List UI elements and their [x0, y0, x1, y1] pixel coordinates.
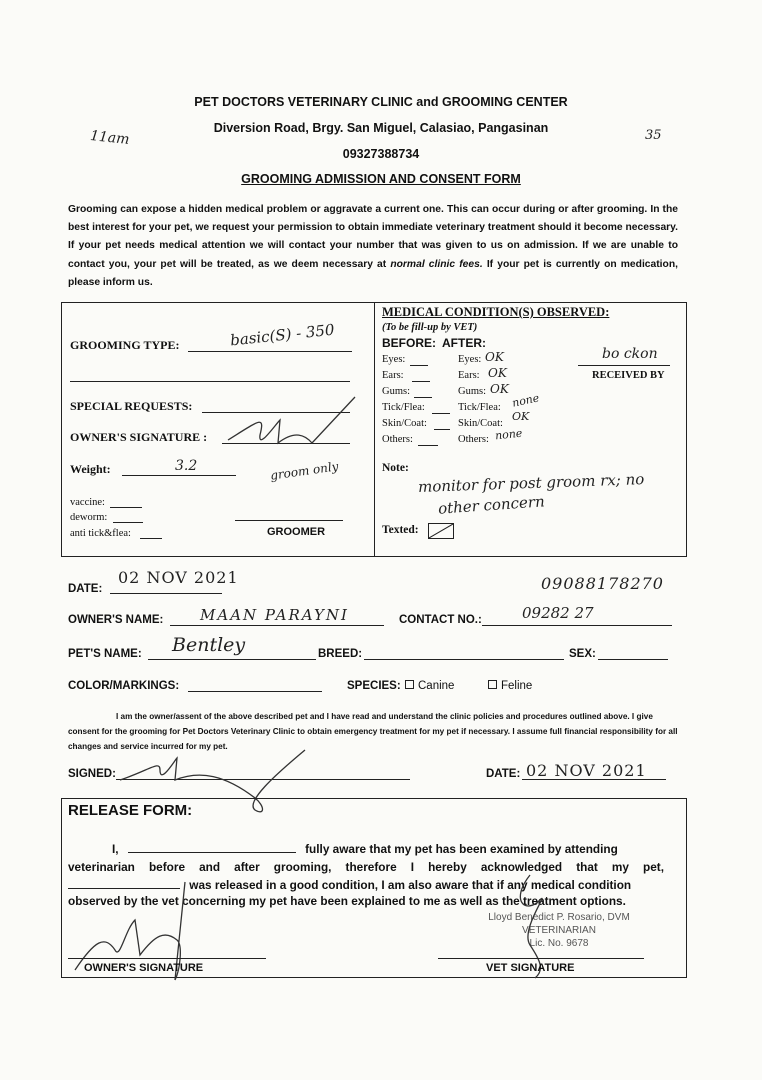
deworm-label: deworm:	[70, 512, 108, 523]
stamp-license: Lic. No. 9678	[529, 938, 589, 949]
margin-note-right: 35	[645, 128, 662, 143]
after-skin-coat-value: OK	[512, 410, 530, 423]
vaccine-line[interactable]	[110, 507, 142, 508]
received-by-label: RECEIVED BY	[592, 370, 665, 381]
pet-name-line[interactable]	[148, 659, 316, 660]
clinic-address: Diversion Road, Brgy. San Miguel, Calasiao, Pangasinan	[213, 121, 549, 135]
note-line-1: monitor for post groom rx; no	[417, 470, 645, 496]
owner-name-line[interactable]	[170, 625, 384, 626]
sex-label: SEX:	[569, 648, 596, 660]
intro-tail: If your pet is currently on medication, please inform us.	[68, 258, 678, 288]
before-skin-coat-line[interactable]	[434, 429, 450, 430]
species-label: SPECIES:	[347, 680, 401, 692]
release-i-label: I,	[112, 842, 119, 856]
canine-label: Canine	[418, 680, 455, 692]
intro-italic: normal clinic fees.	[390, 258, 483, 270]
groomer-label: GROOMER	[267, 526, 326, 538]
before-gums-line[interactable]	[414, 397, 432, 398]
before-eyes-line[interactable]	[410, 365, 428, 366]
release-line-3-text: was released in a good condition, I am also aware that if any medical condition	[189, 878, 632, 892]
pet-name-value: Bentley	[172, 634, 246, 656]
species-feline-option[interactable]	[488, 680, 532, 692]
owner-name-value: MAAN PARAYNI	[200, 606, 349, 624]
before-eyes-label: Eyes:	[382, 354, 406, 365]
breed-label: BREED:	[318, 648, 363, 660]
owner-name-label: OWNER'S NAME:	[68, 614, 164, 626]
after-label: AFTER:	[442, 336, 486, 350]
breed-line[interactable]	[364, 659, 564, 660]
release-owner-signature-line[interactable]	[68, 958, 266, 959]
feline-label: Feline	[501, 680, 533, 692]
before-others-label: Others:	[382, 434, 413, 445]
stamp-title: VETERINARIAN	[522, 925, 596, 936]
extra-phone-value: 09088178270	[541, 574, 664, 593]
release-line-4: observed by the vet concerning my pet have been explained to me as well as the treatment options.	[68, 894, 626, 908]
sex-line[interactable]	[598, 659, 668, 660]
owner-signature-label: OWNER'S SIGNATURE :	[70, 430, 208, 444]
medical-title: MEDICAL CONDITION(S) OBSERVED:	[382, 305, 610, 319]
note-line-2: other concern	[437, 492, 546, 518]
clinic-name: PET DOCTORS VETERINARY CLINIC and GROOMING CENTER	[194, 95, 568, 109]
special-requests-label: SPECIAL REQUESTS:	[70, 399, 193, 413]
intro-paragraph	[68, 201, 678, 292]
deworm-line[interactable]	[113, 522, 143, 523]
release-line-2: veterinarian before and after grooming, therefore I hereby acknowledged that my pet,	[68, 860, 664, 874]
after-others-label: Others:	[458, 434, 489, 445]
margin-note-left: 11am	[89, 127, 131, 149]
before-others-line[interactable]	[418, 445, 438, 446]
groom-only-note: groom only	[269, 459, 340, 483]
after-eyes-value: OK	[485, 350, 504, 364]
pet-name-label: PET'S NAME:	[68, 648, 142, 660]
grooming-type-line[interactable]	[188, 351, 352, 352]
species-canine-option[interactable]	[405, 680, 454, 692]
release-owner-signature-label: OWNER'S SIGNATURE	[84, 962, 204, 974]
feline-checkbox[interactable]	[488, 680, 497, 689]
texted-label: Texted:	[382, 524, 419, 536]
release-line-1-text: fully aware that my pet has been examined by attending	[305, 842, 618, 856]
signed-date-label: DATE:	[486, 768, 521, 780]
before-tick-flea-label: Tick/Flea:	[382, 402, 425, 413]
received-by-line[interactable]	[578, 365, 670, 366]
clinic-phone: 09327388734	[342, 147, 420, 161]
after-gums-value: OK	[490, 382, 509, 396]
release-name-blank[interactable]	[128, 852, 296, 853]
intro-body: Grooming can expose a hidden medical problem or aggravate a current one. This can occur during or after grooming. In the best interest for your pet, we request your permission to obtain immediate veterinary treatment should it become necessary. If your pet needs medical attention we will contact your number that was given to us on admission. If we are unable to contact you, your pet will be treated, as we deem necessary at	[68, 204, 678, 270]
contact-no-value: 09282 27	[522, 604, 594, 622]
owner-signature-mark	[220, 395, 360, 455]
weight-line[interactable]	[122, 475, 236, 476]
form-title: GROOMING ADMISSION AND CONSENT FORM	[241, 172, 521, 186]
date-value: 02 NOV 2021	[118, 568, 239, 587]
anti-tick-flea-line[interactable]	[140, 538, 162, 539]
received-by-value: bo ckon	[602, 346, 658, 362]
note-label: Note:	[382, 462, 409, 474]
vet-signature-line[interactable]	[438, 958, 644, 959]
grooming-type-value: basic(S) - 350	[229, 320, 336, 350]
medical-subtitle: (To be fill-up by VET)	[382, 322, 478, 333]
after-others-value: none	[494, 426, 523, 443]
stamp-name: Lloyd Benedict P. Rosario, DVM	[488, 912, 630, 923]
date-line[interactable]	[110, 593, 222, 594]
date-label: DATE:	[68, 583, 103, 595]
after-ears-label: Ears:	[458, 370, 480, 381]
after-skin-coat-label: Skin/Coat:	[458, 418, 503, 429]
texted-checkbox[interactable]	[428, 523, 454, 539]
box-divider	[374, 302, 375, 557]
color-markings-line[interactable]	[188, 691, 322, 692]
grooming-extra-line[interactable]	[70, 381, 350, 382]
before-tick-flea-line[interactable]	[432, 413, 450, 414]
after-ears-value: OK	[488, 366, 507, 380]
after-gums-label: Gums:	[458, 386, 487, 397]
vet-signature-label: VET SIGNATURE	[486, 962, 575, 974]
grooming-type-label: GROOMING TYPE:	[70, 338, 180, 352]
before-gums-label: Gums:	[382, 386, 411, 397]
before-skin-coat-label: Skin/Coat:	[382, 418, 427, 429]
before-ears-label: Ears:	[382, 370, 404, 381]
before-label: BEFORE:	[382, 336, 436, 350]
contact-no-label: CONTACT NO.:	[399, 614, 482, 626]
groomer-line[interactable]	[235, 520, 343, 521]
weight-value: 3.2	[175, 458, 198, 474]
weight-label: Weight:	[70, 462, 111, 476]
release-line-1	[68, 841, 664, 859]
signed-label: SIGNED:	[68, 768, 116, 780]
color-markings-label: COLOR/MARKINGS:	[68, 680, 180, 692]
release-form-title: RELEASE FORM:	[68, 802, 193, 819]
after-tick-flea-label: Tick/Flea:	[458, 402, 501, 413]
after-eyes-label: Eyes:	[458, 354, 482, 365]
after-tick-flea-value: none	[510, 391, 541, 410]
consent-text: I am the owner/assent of the above described pet and I have read and understand the clinic policies and procedures outlined above. I give consent for the grooming for Pet Doctors Veterinary Clinic to obtain emergency treatment for my pet if necessary. I assume full financial responsibility for all changes and service incurred for my pet.	[68, 712, 678, 751]
before-ears-line[interactable]	[412, 381, 430, 382]
anti-tick-flea-label: anti tick&flea:	[70, 528, 131, 539]
canine-checkbox[interactable]	[405, 680, 414, 689]
vaccine-label: vaccine:	[70, 497, 105, 508]
contact-no-line[interactable]	[482, 625, 672, 626]
signed-date-value: 02 NOV 2021	[526, 761, 647, 780]
